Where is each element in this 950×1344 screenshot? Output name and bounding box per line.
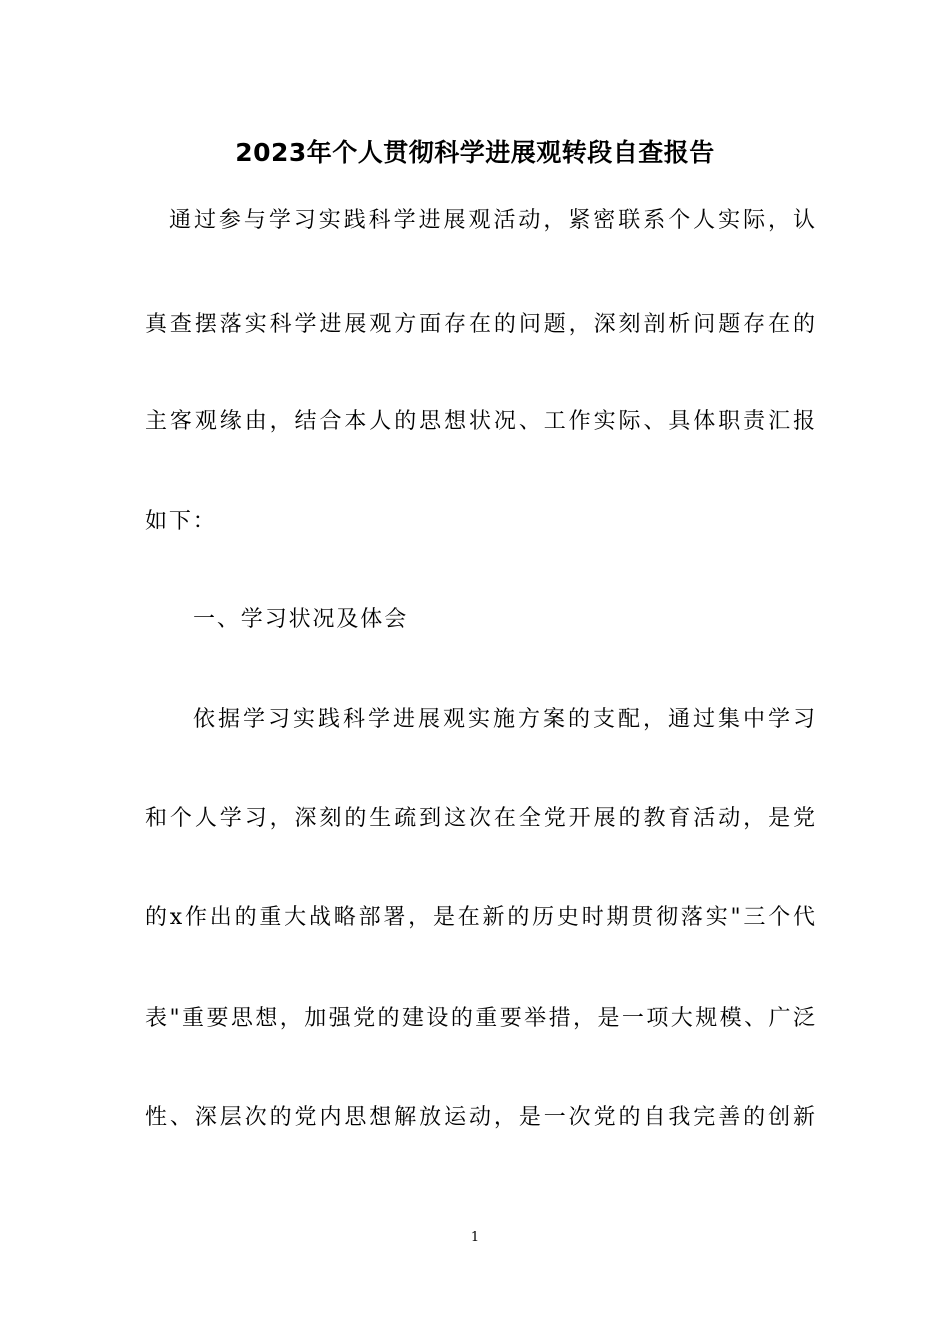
intro-line-4: 如下：: [145, 509, 217, 534]
intro-line-2: 真查摆落实科学进展观方面存在的问题，深刻剖析问题存在的: [145, 312, 815, 337]
body-line-1: 依据学习实践科学进展观实施方案的支配，通过集中学习: [193, 707, 815, 732]
body-line-2: 和个人学习，深刻的生疏到这次在全党开展的教育活动，是党: [145, 806, 815, 831]
page-number: 1: [470, 1230, 480, 1245]
section-heading: 一、学习状况及体会: [193, 607, 409, 632]
body-line-5: 性、深层次的党内思想解放运动，是一次党的自我完善的创新: [145, 1105, 815, 1130]
body-line-3: 的x作出的重大战略部署，是在新的历史时期贯彻落实"三个代: [145, 905, 815, 930]
document-title: 2023年个人贯彻科学进展观转段自查报告: [235, 138, 715, 167]
intro-line-1: 通过参与学习实践科学进展观活动，紧密联系个人实际，认: [169, 208, 815, 233]
body-line-4: 表"重要思想，加强党的建设的重要举措，是一项大规模、广泛: [145, 1006, 815, 1031]
intro-line-3: 主客观缘由，结合本人的思想状况、工作实际、具体职责汇报: [145, 409, 815, 434]
